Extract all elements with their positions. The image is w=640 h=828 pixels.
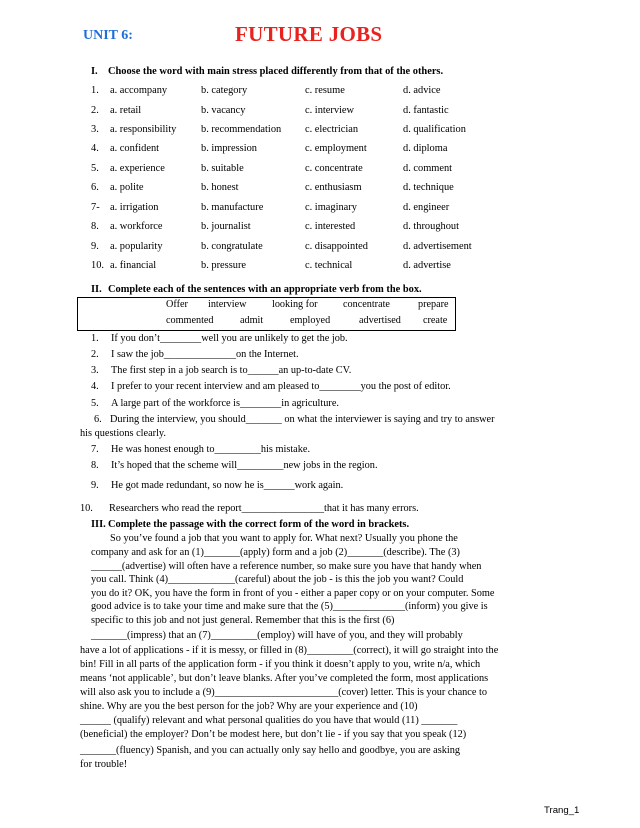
passage-line: company and ask for an (1)_______(apply) form and a job (2)_______(describe). The (3) (91, 547, 460, 558)
word-box (77, 297, 456, 331)
question-number: 3. (91, 124, 99, 135)
sentence-number: 4. (91, 381, 99, 392)
sentence-text: If you don’t________well you are unlikely to get the job. (111, 333, 348, 344)
sentence-text: The first step in a job search is to______an up-to-date CV. (111, 365, 352, 376)
sentence-number: 3. (91, 365, 99, 376)
sentence-number: 1. (91, 333, 99, 344)
sentence-number: 6. (94, 414, 102, 425)
passage-line: ______(advertise) will often have a reference number, so make sure you have that handy when (91, 561, 482, 572)
passage-line: specific to this job and not just general. Remember that this is the first (6) (91, 615, 395, 626)
unit-label: UNIT 6: (83, 28, 133, 43)
option-d: d. throughout (403, 221, 459, 232)
option-c: c. concentrate (305, 163, 363, 174)
passage-line: will also ask you to include a (9)________________________(cover) letter. This is your chance to (80, 687, 488, 698)
option-c: c. resume (305, 85, 345, 96)
word-box-item: looking for (272, 299, 318, 310)
option-d: d. technique (403, 182, 454, 193)
sentence-number: 10. (80, 503, 93, 514)
passage-line: _______(fluency) Spanish, and you can actually only say hello and goodbye, you are asking (80, 745, 461, 756)
option-d: d. engineer (403, 202, 450, 213)
sentence-number: 5. (91, 398, 99, 409)
option-b: b. recommendation (201, 124, 282, 135)
option-b: b. journalist (201, 221, 251, 232)
option-b: b. congratulate (201, 241, 263, 252)
question-number: 8. (91, 221, 99, 232)
word-box-item: advertised (359, 315, 401, 326)
option-b: b. impression (201, 143, 257, 154)
option-c: c. interview (305, 105, 355, 116)
section-1-number: I. (91, 66, 98, 77)
passage-line: shine. Why are you the best person for the job? Why are your experience and (10) (80, 701, 418, 712)
question-number: 5. (91, 163, 99, 174)
option-d: d. advertise (403, 260, 451, 271)
section-2-heading (91, 284, 422, 295)
sentence-number: 2. (91, 349, 99, 360)
word-box-item: concentrate (343, 299, 390, 310)
option-c: c. disappointed (305, 241, 368, 252)
section-1-instruction: Choose the word with main stress placed differently from that of the others. (108, 66, 444, 77)
question-number: 4. (91, 143, 99, 154)
sentence-number: 7. (91, 444, 99, 455)
sentence-text: I saw the job______________on the Internet. (111, 349, 299, 360)
option-b: b. manufacture (201, 202, 264, 213)
passage-line: good advice is to take your time and make sure that the (5)______________(inform) you give is (91, 601, 488, 612)
page-header (0, 22, 640, 50)
passage-line: bin! Fill in all parts of the application form - if you think it doesn’t apply to you, write n/a, which (80, 659, 481, 670)
passage-line: you do it? OK, you have the form in front of you - either a paper copy or on your computer. Some (91, 588, 495, 599)
word-box-item: commented (166, 315, 214, 326)
question-number: 6. (91, 182, 99, 193)
section-2-instruction: Complete each of the sentences with an appropriate verb from the box. (108, 284, 422, 295)
option-a: a. polite (110, 182, 144, 193)
word-box-item: interview (208, 299, 247, 310)
passage-line: for trouble! (80, 759, 128, 770)
passage-line: have a lot of applications - if it is messy, or filled in (8)_________(correct), it will go straight into the (80, 645, 499, 656)
section-2-number: II. (91, 284, 102, 295)
question-number: 10. (91, 260, 104, 271)
option-d: d. diploma (403, 143, 448, 154)
sentence-text: A large part of the workforce is________in agriculture. (111, 398, 339, 409)
passage-line: So you’ve found a job that you want to apply for. What next? Usually you phone the (110, 533, 458, 544)
option-c: c. interested (305, 221, 356, 232)
option-c: c. electrician (305, 124, 359, 135)
word-box-item: employed (290, 315, 331, 326)
option-a: a. experience (110, 163, 165, 174)
sentence-text: Researchers who read the report________________that it has many errors. (109, 503, 419, 514)
passage-line: ______ (qualify) relevant and what personal qualities do you have that would (11) _______ (80, 715, 458, 726)
section-3-heading (91, 519, 409, 530)
option-b: b. pressure (201, 260, 247, 271)
question-number: 1. (91, 85, 99, 96)
option-a: a. accompany (110, 85, 168, 96)
sentence-text: his questions clearly. (80, 428, 166, 439)
option-d: d. qualification (403, 124, 466, 135)
option-a: a. confident (110, 143, 160, 154)
question-number: 7- (91, 202, 100, 213)
option-a: a. retail (110, 105, 142, 116)
option-b: b. vacancy (201, 105, 246, 116)
option-c: c. employment (305, 143, 367, 154)
option-a: a. popularity (110, 241, 163, 252)
passage-line: you call. Think (4)_____________(careful) about the job - is this the job you want? Could (91, 574, 464, 585)
option-a: a. workforce (110, 221, 163, 232)
sentence-text: He was honest enough to_________his mistake. (111, 444, 311, 455)
passage-line: (beneficial) the employer? Don’t be modest here, but don’t lie - if you say that you speak (12) (80, 729, 467, 740)
sentence-number: 8. (91, 460, 99, 471)
passage-line: _______(impress) that an (7)_________(employ) will have of you, and they will probably (91, 630, 463, 641)
word-box-item: Offer (166, 299, 188, 310)
section-3-number: III. (91, 519, 106, 530)
section-3-instruction: Complete the passage with the correct form of the word in brackets. (108, 519, 410, 530)
option-b: b. category (201, 85, 248, 96)
word-box-item: admit (240, 315, 264, 326)
word-box-item: prepare (418, 299, 449, 310)
option-a: a. responsibility (110, 124, 177, 135)
option-d: d. fantastic (403, 105, 449, 116)
option-d: d. advertisement (403, 241, 472, 252)
page-number: Trang_1 (544, 805, 580, 816)
option-a: a. irrigation (110, 202, 159, 213)
option-d: d. advice (403, 85, 441, 96)
option-c: c. enthusiasm (305, 182, 362, 193)
passage-line: means ‘not applicable’, but don’t leave blanks. After you’ve completed the form, most applications (80, 673, 489, 684)
option-a: a. financial (110, 260, 157, 271)
word-box-item: create (423, 315, 448, 326)
question-number: 2. (91, 105, 99, 116)
option-c: c. imaginary (305, 202, 357, 213)
option-d: d. comment (403, 163, 453, 174)
sentence-number: 9. (91, 480, 99, 491)
sentence-text: During the interview, you should_______ on what the interviewer is saying and try to answer (110, 414, 495, 425)
page-title: FUTURE JOBS (235, 22, 383, 46)
sentence-text: It’s hoped that the scheme will_________new jobs in the region. (111, 460, 378, 471)
question-number: 9. (91, 241, 99, 252)
option-c: c. technical (305, 260, 353, 271)
option-b: b. suitable (201, 163, 244, 174)
sentence-text: He got made redundant, so now he is______work again. (111, 480, 344, 491)
sentence-text: I prefer to your recent interview and am pleased to________you the post of editor. (111, 381, 451, 392)
option-b: b. honest (201, 182, 239, 193)
section-1-heading (91, 66, 443, 77)
